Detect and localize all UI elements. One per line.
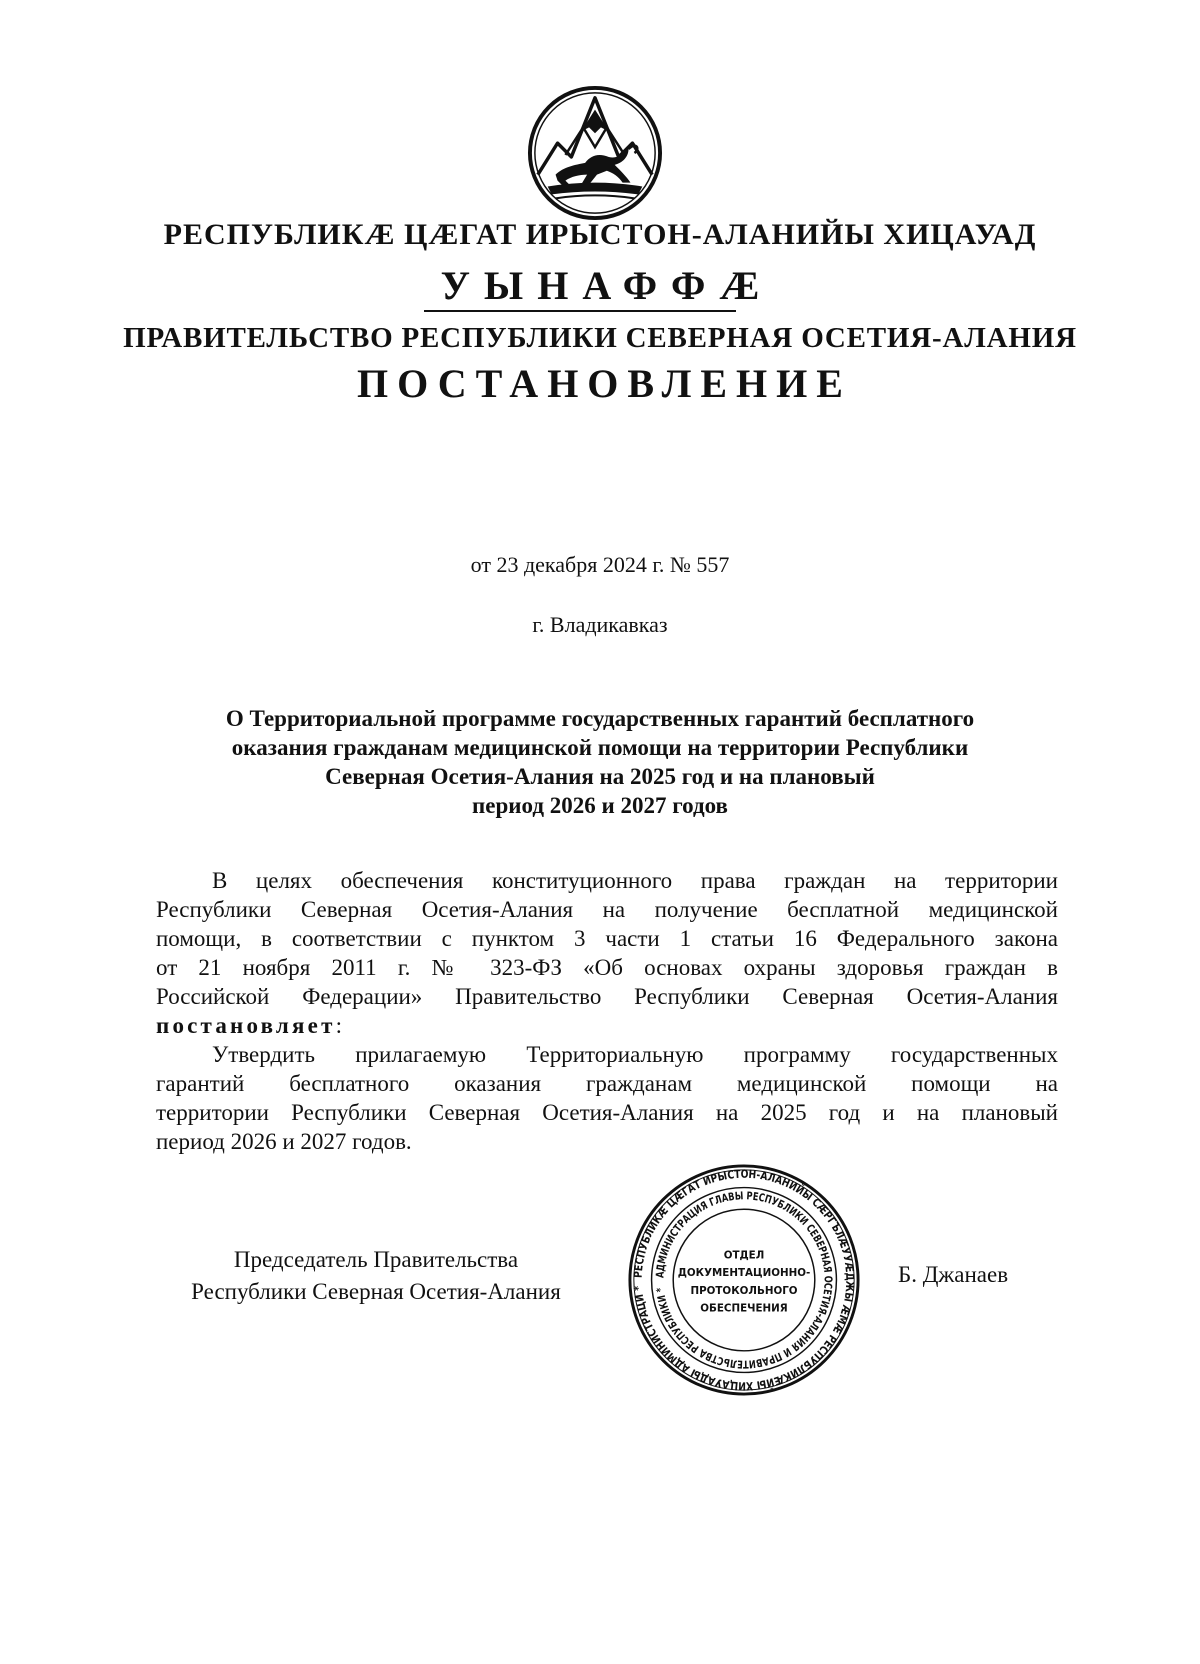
- body-line: Российской Федерации» Правительство Республики Северная Осетия-Алания: [156, 984, 1058, 1009]
- document-city: г. Владикавказ: [532, 612, 668, 637]
- title-line: период 2026 и 2027 годов: [472, 793, 728, 818]
- body-line: В целях обеспечения конституционного права граждан на территории: [212, 868, 1058, 893]
- seal-center-text: ОБЕСПЕЧЕНИЯ: [700, 1302, 788, 1315]
- body-line: территории Республики Северная Осетия-Алания на 2025 год и на плановый: [156, 1100, 1058, 1125]
- signer-position-line: Председатель Правительства: [233, 1247, 519, 1272]
- resolves-word: постановляет: [156, 1013, 336, 1038]
- seal-center-text: ОТДЕЛ: [723, 1249, 765, 1262]
- title-line: О Территориальной программе государственных гарантий бесплатного: [225, 706, 975, 731]
- seal-center-text: ДОКУМЕНТАЦИОННО-: [677, 1267, 811, 1280]
- title-line: оказания гражданам медицинской помощи на территории Республики: [231, 735, 969, 760]
- coat-of-arms-emblem: [526, 84, 664, 222]
- russian-government-name: ПРАВИТЕЛЬСТВО РЕСПУБЛИКИ СЕВЕРНАЯ ОСЕТИЯ-АЛАНИЯ: [123, 322, 1077, 354]
- body-line: гарантий бесплатного оказания гражданам медицинской помощи на: [156, 1071, 1058, 1096]
- signer-position: [156, 1244, 596, 1308]
- ossetian-document-type: УЫНАФФÆ: [440, 263, 774, 308]
- body-line: период 2026 и 2027 годов.: [156, 1129, 412, 1154]
- body-line: Утвердить прилагаемую Территориальную программу государственных: [212, 1042, 1058, 1067]
- body-line: Республики Северная Осетия-Алания на получение бесплатной медицинской: [156, 897, 1058, 922]
- seal-center-text: ПРОТОКОЛЬНОГО: [690, 1284, 798, 1297]
- ossetian-government-name: РЕСПУБЛИКÆ ЦÆГАТ ИРЫСТОН-АЛАНИЙЫ ХИЦАУАД: [163, 218, 1037, 251]
- resolves-line: [156, 1011, 1058, 1040]
- russian-document-type: ПОСТАНОВЛЕНИЕ: [357, 361, 852, 406]
- official-seal: [626, 1162, 862, 1398]
- resolves-colon: :: [335, 1013, 342, 1038]
- document-body: [156, 866, 1058, 1156]
- document-title: [150, 704, 1050, 820]
- document-date-number: от 23 декабря 2024 г. № 557: [470, 552, 730, 577]
- body-line: от 21 ноября 2011 г. № 323-ФЗ «Об основах охраны здоровья граждан в: [156, 955, 1058, 980]
- seal-outer-text: РЕСПУБЛИКÆ ЦÆГАТ ИРЫСТОН-АЛАНИЙЫ СÆРГЪЛÆУУÆДЖЫ ÆМÆ РЕСПУБЛИКÆЙЫ ХИЦАУАДЫ АДМИНИСТРАЦИ *: [631, 1167, 857, 1393]
- body-line: помощи, в соответствии с пунктом 3 части 1 статьи 16 Федерального закона: [156, 926, 1058, 951]
- signer-name: Б. Джанаев: [898, 1262, 1009, 1287]
- header-underline: [424, 310, 736, 312]
- title-line: Северная Осетия-Алания на 2025 год и на плановый: [325, 764, 875, 789]
- seal-inner-text: АДМИНИСТРАЦИЯ ГЛАВЫ РЕСПУБЛИКИ СЕВЕРНАЯ ОСЕТИЯ-АЛАНИЯ И ПРАВИТЕЛЬСТВА РЕСПУБЛИКИ *: [653, 1189, 835, 1371]
- signer-position-line: Республики Северная Осетия-Алания: [191, 1279, 561, 1304]
